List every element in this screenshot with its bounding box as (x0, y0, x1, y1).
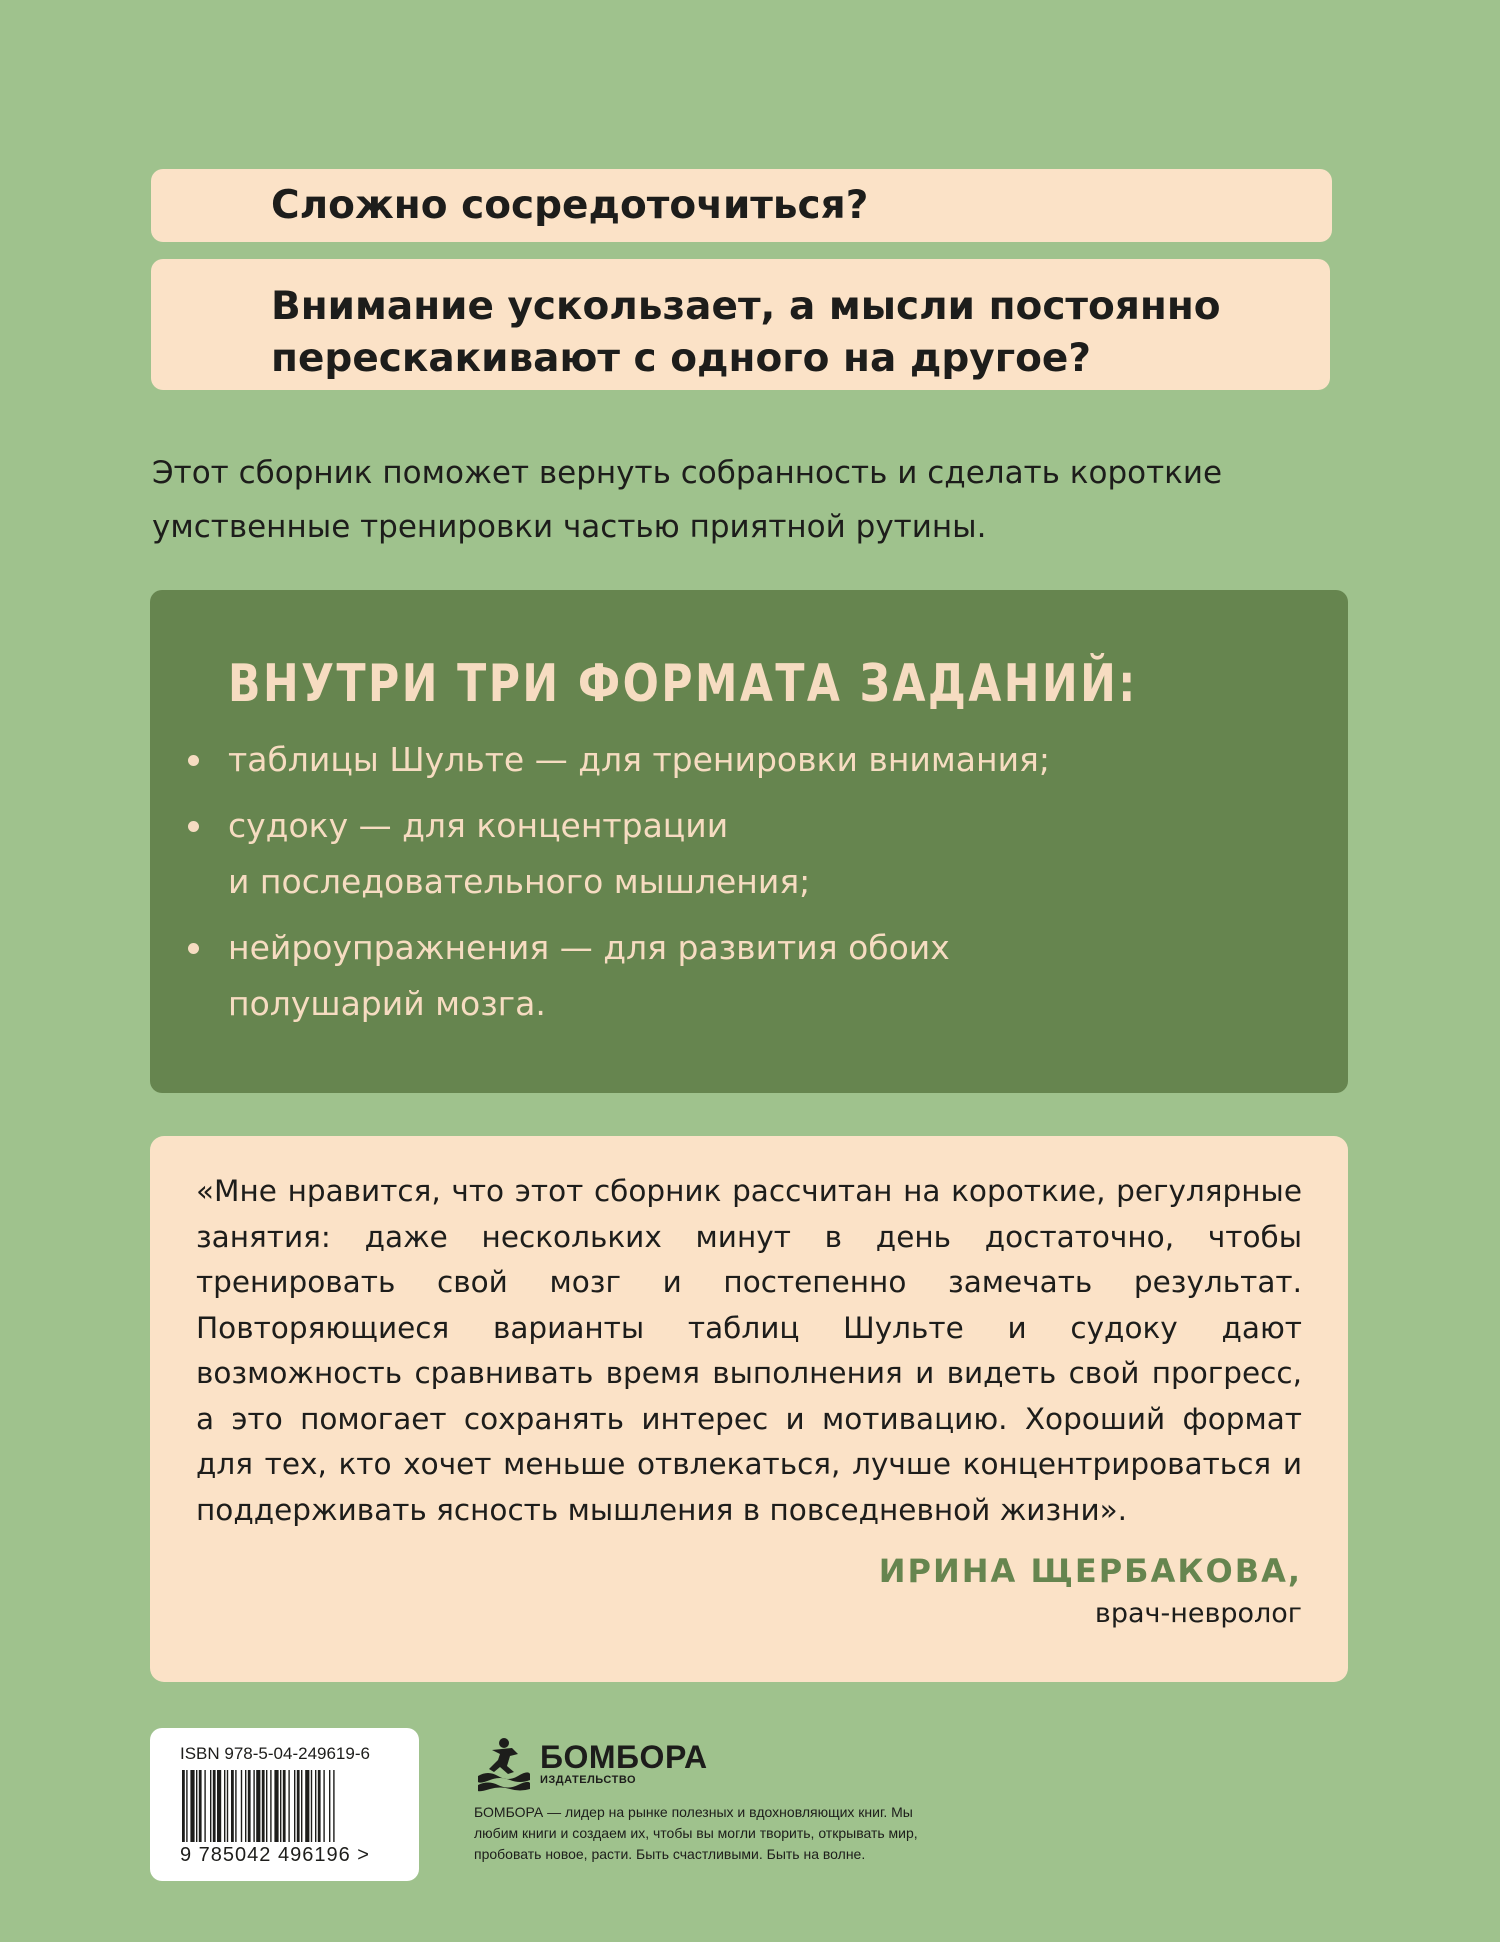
intro-paragraph (152, 446, 1352, 554)
publisher-logo (474, 1736, 934, 1792)
barcode-digits: 9 785042 496196 > (180, 1844, 370, 1866)
list-item (228, 798, 1348, 910)
publisher-description: БОМБОРА — лидер на рынке полезных и вдохновляющих книг. Мы любим книги и создаем их, чтобы вы могли творить, открывать мир, пробовать новое, расти. Быть счастливыми. Быть на волне. (474, 1804, 918, 1862)
barcode-panel (150, 1728, 419, 1881)
barcode-icon (180, 1770, 390, 1842)
formats-title: ВНУТРИ ТРИ ФОРМАТА ЗАДАНИЙ: (228, 654, 1138, 714)
question-box-2 (151, 259, 1330, 390)
list-item-line: судоку — для концентрации (228, 806, 729, 845)
publisher-subtitle: ИЗДАТЕЛЬСТВО (540, 1774, 637, 1786)
list-item (228, 920, 1348, 1032)
review-author-role: врач-невролог (1094, 1598, 1302, 1629)
intro-line: Этот сборник поможет вернуть собранность и сделать короткие (152, 455, 1223, 491)
surfer-logo-icon (474, 1736, 532, 1792)
bullet-icon (188, 821, 199, 832)
question-line: Внимание ускользает, а мысли постоянно (271, 284, 1221, 329)
publisher-block (474, 1736, 934, 1865)
question-box-1 (151, 169, 1332, 242)
list-item-line: таблицы Шульте — для тренировки внимания; (228, 740, 1050, 779)
list-item (228, 732, 1348, 788)
review-text: «Мне нравится, что этот сборник рассчитан на короткие, регулярные занятия: даже нескольких минут в день достаточно, чтобы тренировать свой мозг и постепенно замечать результат. Повторяющиеся варианты таблиц Шульте и судоку дают возможность сравнивать время выполнения и видеть свой прогресс, а это помогает сохранять интерес и мотивацию. Хороший формат для тех, кто хочет меньше отвлекаться, лучше концентрироваться и поддерживать ясность мышления в повседневной жизни». (196, 1174, 1302, 1527)
list-item-line: нейроупражнения — для развития обоих (228, 928, 950, 967)
question-text: Сложно сосредоточиться? (271, 182, 869, 228)
bullet-icon (188, 755, 199, 766)
publisher-name: БОМБОРА (540, 1739, 708, 1775)
intro-line: умственные тренировки частью приятной рутины. (152, 509, 987, 545)
list-item-line: и последовательного мышления; (228, 862, 811, 901)
review-author: ИРИНА ЩЕРБАКОВА, (878, 1552, 1302, 1590)
review-box (150, 1136, 1348, 1682)
list-item-line: полушарий мозга. (228, 984, 546, 1023)
formats-list (228, 732, 1348, 1032)
bullet-icon (188, 943, 199, 954)
formats-panel (150, 590, 1348, 1093)
isbn-label: ISBN 978-5-04-249619-6 (180, 1744, 370, 1763)
question-line: перескакивают с одного на другое? (271, 336, 1091, 381)
